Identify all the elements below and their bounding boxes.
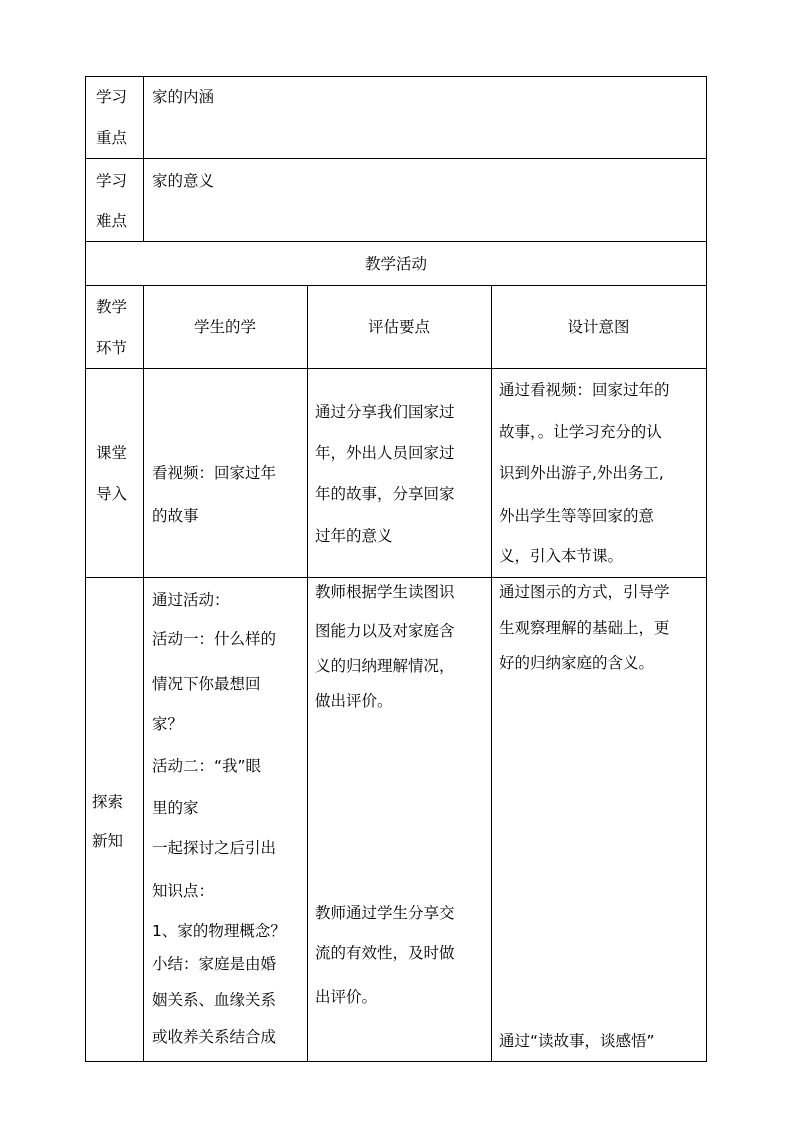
- explore-assessment-line: 教师通过学生分享交: [315, 904, 455, 922]
- intro-stage-line1: 课堂: [96, 444, 128, 462]
- explore-student-line: 或收养关系结合成: [152, 1028, 277, 1046]
- header-assessment: 评估要点: [367, 318, 430, 336]
- intro-design-line: 义，引入本节课。: [499, 547, 624, 565]
- intro-stage-line2: 导入: [96, 485, 128, 503]
- focus-content: 家的内涵: [152, 88, 215, 106]
- explore-design-line: 生观察理解的基础上，更: [499, 619, 670, 637]
- intro-assessment-line: 过年的意义: [315, 527, 393, 545]
- row-divider: [85, 368, 707, 369]
- explore-design-line: 通过“读故事，谈感悟”: [499, 1032, 655, 1050]
- intro-design-line: 识到外出游子,外出务工,: [499, 464, 664, 482]
- explore-design-line: 通过图示的方式，引导学: [499, 583, 670, 601]
- intro-assessment-line: 年的故事，分享回家: [315, 485, 455, 503]
- focus-label-line1: 学习: [96, 88, 128, 106]
- intro-design-line: 通过看视频：回家过年的: [499, 381, 670, 399]
- row-divider: [85, 241, 707, 242]
- difficulty-label-line2: 难点: [96, 212, 128, 230]
- intro-assessment-line: 通过分享我们国家过: [315, 403, 455, 421]
- explore-assessment-line: 教师根据学生读图识: [315, 583, 455, 601]
- explore-student-line: 活动一：什么样的: [152, 630, 277, 648]
- header-design: 设计意图: [567, 318, 630, 336]
- header-stage-line2: 环节: [96, 339, 128, 357]
- table-border-right: [706, 76, 707, 1062]
- table-border-left: [85, 76, 86, 1062]
- intro-assessment-line: 年，外出人员回家过: [315, 444, 455, 462]
- explore-assessment-line: 图能力以及对家庭含: [315, 622, 455, 640]
- col-divider: [491, 285, 492, 1062]
- explore-student-line: 1、家的物理概念？: [152, 922, 286, 940]
- explore-assessment-line: 义的归纳理解情况，: [315, 657, 455, 675]
- difficulty-label-line1: 学习: [96, 172, 128, 190]
- difficulty-content: 家的意义: [152, 172, 215, 190]
- explore-student-line: 里的家: [152, 799, 199, 817]
- explore-assessment-line: 出评价。: [315, 988, 378, 1006]
- focus-label-line2: 重点: [96, 129, 128, 147]
- row-divider: [85, 158, 707, 159]
- row-divider: [85, 285, 707, 286]
- explore-student-line: 姻关系、血缘关系: [152, 991, 277, 1009]
- section-title: 教学活动: [364, 255, 427, 273]
- intro-student-line: 的故事: [152, 507, 199, 525]
- intro-design-line: 故事，。让学习充分的认: [499, 423, 662, 441]
- explore-design-line: 好的归纳家庭的含义。: [499, 654, 655, 672]
- explore-student-line: 小结：家庭是由婚: [152, 955, 277, 973]
- table-border-bottom: [85, 1061, 707, 1062]
- intro-student-line: 看视频：回家过年: [152, 464, 277, 482]
- intro-design-line: 外出学生等等回家的意: [499, 507, 655, 525]
- explore-student-line: 知识点：: [152, 882, 215, 900]
- explore-student-line: 家？: [152, 715, 184, 733]
- explore-student-line: 情况下你最想回: [152, 675, 261, 693]
- explore-assessment-line: 流的有效性，及时做: [315, 944, 455, 962]
- explore-student-line: 通过活动：: [152, 591, 230, 609]
- col-divider: [143, 76, 144, 241]
- explore-stage-line1: 探索: [92, 793, 124, 811]
- explore-stage-line2: 新知: [92, 832, 124, 850]
- col-divider: [307, 285, 308, 1062]
- explore-student-line: 一起探讨之后引出: [152, 839, 277, 857]
- table-border-top: [85, 76, 707, 77]
- col-divider: [143, 285, 144, 1062]
- explore-assessment-line: 做出评价。: [315, 692, 393, 710]
- explore-student-line: 活动二：“我”眼: [152, 757, 262, 775]
- row-divider: [85, 577, 707, 578]
- header-stage-line1: 教学: [96, 298, 128, 316]
- header-student: 学生的学: [193, 318, 256, 336]
